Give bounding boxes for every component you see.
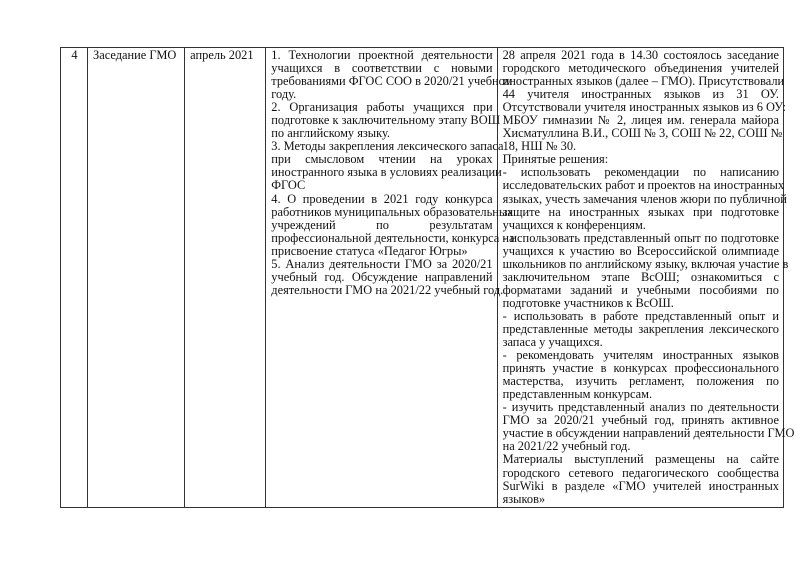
text-line: запаса у учащихся. — [502, 335, 603, 350]
text-line: городского сетевого педагогического сообщества — [502, 465, 779, 480]
agenda-list — [271, 48, 515, 297]
text-line: учащихся в соответствии с новыми — [271, 61, 493, 76]
text-line: принять участие в конкурсах профессионального — [502, 361, 779, 376]
text-line: 28 апреля 2021 года в 14.30 состоялось заседание — [502, 48, 779, 62]
text-line: профессиональной деятельности, конкурса на — [271, 230, 515, 245]
date-cell — [185, 48, 266, 508]
text-line: представленным конкурсам. — [502, 387, 653, 402]
results-paragraph — [503, 310, 779, 349]
text-line: мастерства, изучить регламент, положения по — [502, 374, 779, 389]
text-line: МБОУ гимназии № 2, лицея им. генерала майора — [502, 113, 779, 128]
agenda-item — [271, 191, 515, 258]
text-line: 44 учителя иностранных языков из 31 ОУ. — [502, 87, 779, 102]
agenda-item — [271, 100, 501, 141]
text-line: подготовке участников к ВсОШ. — [502, 295, 674, 310]
text-line: иностранных языков (далее – ГМО). Присутствовали — [502, 74, 785, 89]
text-line: на 2021/22 учебный год. — [502, 439, 631, 454]
text-line: подготовке к заключительному этапу ВОШ — [271, 113, 501, 128]
results-paragraph — [503, 453, 779, 505]
text-line: языках, учесть замечания членов жюри по публичной — [502, 191, 787, 206]
text-line: заключительном этапе ВсОШ; ознакомиться с — [502, 269, 779, 284]
text-line: учащихся к участию во Всероссийской олимпиаде — [502, 243, 779, 258]
agenda-cell — [266, 48, 515, 508]
results-paragraph — [502, 400, 795, 454]
text-line: 1. Технологии проектной деятельности — [271, 48, 493, 62]
text-line: 18, НШ № 30. — [502, 139, 577, 154]
text-line: году. — [271, 87, 297, 102]
text-line: - использовать представленный опыт по подготовке — [502, 230, 779, 245]
text-line: исследовательских работ и проектов на иностранных — [502, 178, 785, 193]
meetings-table — [60, 47, 795, 508]
text-line: при смысловом чтении на уроках — [271, 152, 493, 167]
results-paragraph — [502, 230, 789, 310]
text-line: требованиями ФГОС СОО в 2020/21 учебном — [271, 74, 513, 89]
text-line: - использовать в работе представленный опыт и — [502, 308, 779, 323]
text-line: защите на иностранных языках при подготовке — [502, 204, 779, 219]
agenda-item — [271, 256, 504, 297]
agenda-item — [271, 48, 513, 102]
text-line: городского методического объединения учителей — [502, 61, 779, 76]
text-line: языков» — [502, 491, 546, 506]
text-line: ФГОС — [271, 178, 306, 193]
text-line: Принятые решения: — [502, 152, 609, 167]
text-line: учебный год. Обсуждение направлений — [271, 269, 493, 284]
text-line: 2. Организация работы учащихся при — [271, 100, 493, 115]
text-line: учащихся к конференциям. — [502, 217, 646, 232]
text-line: - использовать рекомендации по написанию — [502, 165, 779, 180]
text-line: форматами заданий и учебными пособиями по — [502, 282, 779, 297]
row-number-cell — [61, 48, 88, 508]
text-line: ГМО за 2020/21 учебный год, принять активное — [502, 413, 779, 428]
text-line: 4. О проведении в 2021 году конкурса — [271, 191, 493, 206]
results-text — [502, 48, 795, 506]
text-line: 3. Методы закрепления лексического запаса — [271, 139, 504, 154]
results-cell — [497, 48, 795, 508]
text-line: - рекомендовать учителям иностранных языков — [502, 348, 779, 363]
event-cell — [88, 48, 185, 508]
results-paragraph — [503, 349, 779, 401]
text-line: по английскому языку. — [271, 126, 391, 141]
text-line: Отсутствовали учителя иностранных языков из 6 ОУ: — [502, 100, 786, 115]
text-line: школьников по английскому языку, включая участие в — [502, 256, 789, 271]
text-line: работников муниципальных образовательных — [271, 204, 514, 219]
text-line: Хисматуллина В.И., СОШ № 3, СОШ № 22, СОШ № — [502, 126, 783, 141]
text-line: деятельности ГМО на 2021/22 учебный год. — [271, 282, 504, 297]
agenda-item — [271, 139, 504, 193]
event-name: Заседание ГМО — [93, 48, 177, 62]
text-line: учреждений по результатам — [271, 217, 493, 232]
text-line: 5. Анализ деятельности ГМО за 2020/21 — [271, 256, 493, 271]
row-number: 4 — [71, 48, 78, 62]
results-paragraph — [502, 165, 787, 232]
text-line: Материалы выступлений размещены на сайте — [502, 452, 779, 467]
text-line: иностранного языка в условиях реализации — [271, 165, 502, 180]
text-line: SurWiki в разделе «ГМО учителей иностранных — [502, 478, 779, 493]
text-line: присвоение статуса «Педагог Югры» — [271, 243, 468, 258]
text-line: участие в обсуждении направлений деятельности ГМО — [502, 426, 795, 441]
text-line: представленные методы закрепления лексического — [502, 321, 779, 336]
results-paragraph — [502, 48, 786, 154]
table-row — [61, 48, 784, 508]
event-date: апрель 2021 — [190, 48, 254, 62]
text-line: - изучить представленный анализ по деятельности — [502, 400, 779, 415]
